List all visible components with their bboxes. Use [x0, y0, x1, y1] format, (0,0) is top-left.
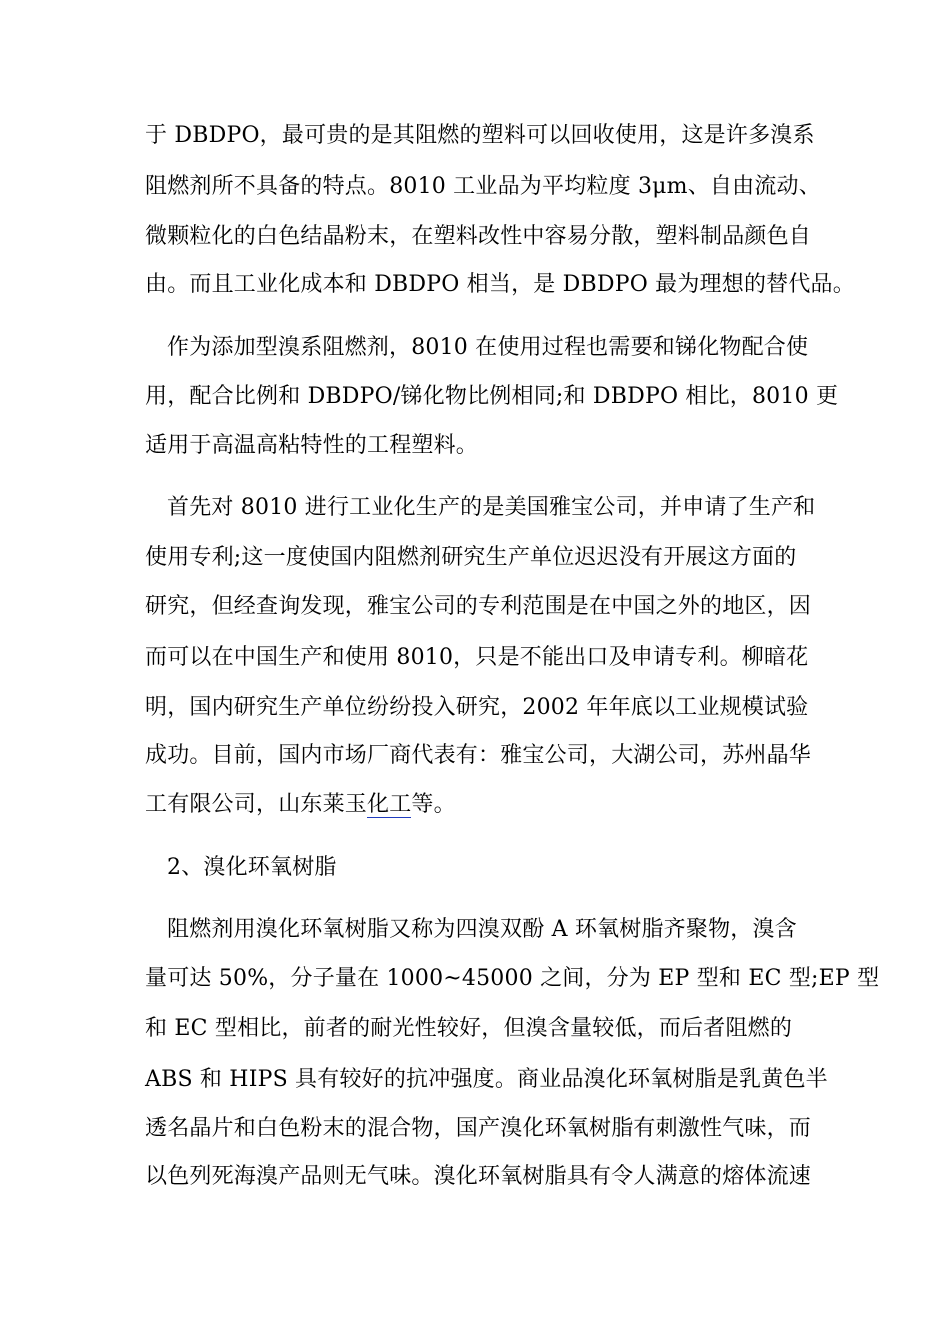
text-line: 研究，但经查询发现，雅宝公司的专利范围是在中国之外的地区，因 — [145, 594, 812, 619]
text-line-with-link — [145, 790, 456, 820]
text-line: 以色列死海溴产品则无气味。溴化环氧树脂具有令人满意的熔体流速 — [145, 1164, 812, 1189]
text-line: 阻燃剂用溴化环氧树脂又称为四溴双酚 A 环氧树脂齐聚物，溴含 — [167, 917, 797, 942]
text-line: 量可达 50%，分子量在 1000~45000 之间，分为 EP 型和 EC 型;EP 型 — [145, 966, 880, 991]
text-line: 由。而且工业化成本和 DBDPO 相当，是 DBDPO 最为理想的替代品。 — [145, 272, 855, 297]
text-line: 适用于高温高粘特性的工程塑料。 — [145, 433, 479, 458]
text-line: 首先对 8010 进行工业化生产的是美国雅宝公司，并申请了生产和 — [167, 495, 816, 520]
text-line: 阻燃剂所不具备的特点。8010 工业品为平均粒度 3μm、自由流动、 — [145, 174, 821, 199]
text-line: 于 DBDPO，最可贵的是其阻燃的塑料可以回收使用，这是许多溴系 — [145, 123, 815, 148]
text-line: 成功。目前，国内市场厂商代表有：雅宝公司，大湖公司，苏州晶华 — [145, 743, 812, 768]
text-line: 而可以在中国生产和使用 8010，只是不能出口及申请专利。柳暗花 — [145, 645, 809, 670]
text-line: 透名晶片和白色粉末的混合物，国产溴化环氧树脂有刺激性气味，而 — [145, 1116, 812, 1141]
text-line: 明，国内研究生产单位纷纷投入研究，2002 年年底以工业规模试验 — [145, 695, 809, 720]
text-segment: 等。 — [411, 792, 456, 817]
text-segment: 工有限公司，山东莱玉 — [145, 792, 368, 817]
text-line: ABS 和 HIPS 具有较好的抗冲强度。商业品溴化环氧树脂是乳黄色半 — [145, 1067, 828, 1092]
text-line: 用，配合比例和 DBDPO/锑化物比例相同;和 DBDPO 相比，8010 更 — [145, 384, 839, 409]
text-line: 使用专利;这一度使国内阻燃剂研究生产单位迟迟没有开展这方面的 — [145, 545, 797, 570]
text-line: 作为添加型溴系阻燃剂，8010 在使用过程也需要和锑化物配合使 — [167, 335, 809, 360]
text-line: 和 EC 型相比，前者的耐光性较好，但溴含量较低，而后者阻燃的 — [145, 1016, 793, 1041]
hyperlink-chemical[interactable]: 化工 — [367, 792, 412, 817]
text-line: 微颗粒化的白色结晶粉末，在塑料改性中容易分散，塑料制品颜色自 — [145, 224, 812, 249]
section-heading: 2、溴化环氧树脂 — [167, 855, 337, 880]
